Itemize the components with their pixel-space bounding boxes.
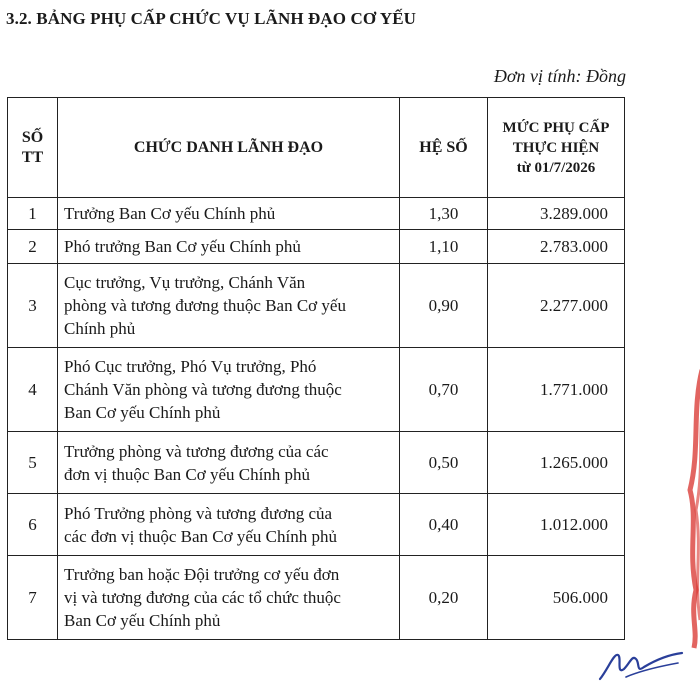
row-amount: 506.000 [488,556,625,640]
row-amount: 1.265.000 [488,432,625,494]
table-row [8,230,625,264]
row-stt: 5 [8,432,58,494]
header-amount: MỨC PHỤ CẤP THỰC HIỆN từ 01/7/2026 [488,98,625,198]
row-stt: 4 [8,348,58,432]
row-title: Phó Cục trưởng, Phó Vụ trưởng, Phó Chánh Văn phòng và tương đương thuộc Ban Cơ yếu Chính phủ [58,348,400,432]
table-row [8,264,625,348]
row-coefficient: 0,90 [400,264,488,348]
row-amount: 2.277.000 [488,264,625,348]
row-title: Phó Trưởng phòng và tương đương của các đơn vị thuộc Ban Cơ yếu Chính phủ [58,494,400,556]
row-title: Trưởng Ban Cơ yếu Chính phủ [58,198,400,230]
row-coefficient: 1,10 [400,230,488,264]
table-row [8,348,625,432]
row-amount: 3.289.000 [488,198,625,230]
row-coefficient: 1,30 [400,198,488,230]
row-stt: 6 [8,494,58,556]
red-stamp-edge [684,350,700,650]
table-row [8,432,625,494]
section-heading: 3.2. BẢNG PHỤ CẤP CHỨC VỤ LÃNH ĐẠO CƠ YẾU [6,9,417,28]
row-stt: 2 [8,230,58,264]
header-stt: SỐ TT [8,98,58,198]
table-row [8,494,625,556]
table-row [8,198,625,230]
row-title: Trưởng ban hoặc Đội trưởng cơ yếu đơn vị và tương đương của các tổ chức thuộc Ban Cơ yếu Chính phủ [58,556,400,640]
unit-note: Đơn vị tính: Đồng [493,66,626,86]
row-amount: 1.771.000 [488,348,625,432]
row-title: Phó trưởng Ban Cơ yếu Chính phủ [58,230,400,264]
row-stt: 1 [8,198,58,230]
row-title: Cục trưởng, Vụ trưởng, Chánh Văn phòng và tương đương thuộc Ban Cơ yếu Chính phủ [58,264,400,348]
header-title: CHỨC DANH LÃNH ĐẠO [58,98,400,198]
row-coefficient: 0,70 [400,348,488,432]
row-amount: 1.012.000 [488,494,625,556]
row-title: Trưởng phòng và tương đương của các đơn vị thuộc Ban Cơ yếu Chính phủ [58,432,400,494]
row-stt: 3 [8,264,58,348]
row-amount: 2.783.000 [488,230,625,264]
allowance-table [7,97,625,640]
row-stt: 7 [8,556,58,640]
header-coefficient: HỆ SỐ [400,98,488,198]
row-coefficient: 0,50 [400,432,488,494]
table-header-row [8,98,625,198]
table-row [8,556,625,640]
row-coefficient: 0,40 [400,494,488,556]
signature-mark [596,645,686,685]
row-coefficient: 0,20 [400,556,488,640]
